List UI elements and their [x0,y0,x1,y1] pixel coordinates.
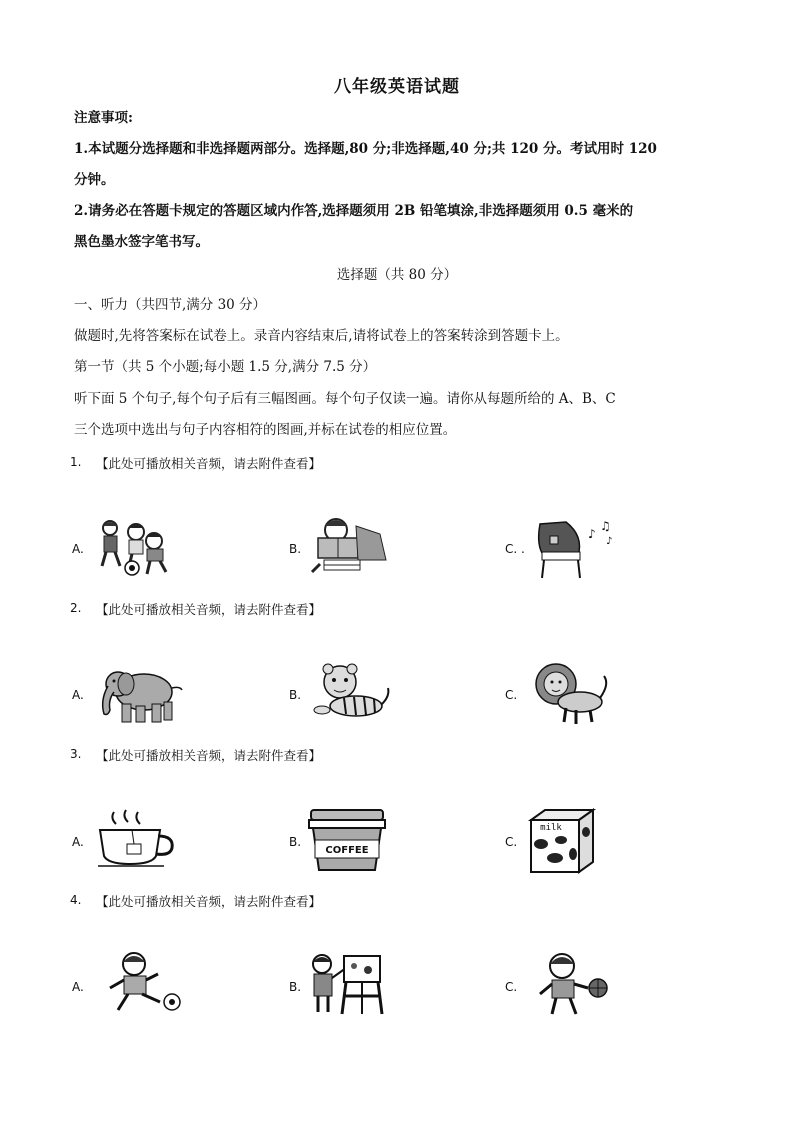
cup-of-tea-icon[interactable] [94,808,178,870]
question-3-audio-note[interactable]: 【此处可播放相关音频，请去附件查看】 [96,748,322,763]
part1-directions-line-1: 听下面 5 个句子,每个句子后有三幅图画。每个句子仅读一遍。请你从每题所给的 A、B、C [74,391,616,407]
piano-with-music-notes-icon[interactable] [526,516,618,580]
question-1-option-b-label[interactable]: B. [289,542,302,556]
question-4-option-c-label[interactable]: C. [505,980,518,994]
question-3-option-b-label[interactable]: B. [289,835,302,849]
question-4-option-b-label[interactable]: B. [289,980,302,994]
question-1-number: 1. [70,455,82,469]
part1-sub-heading: 第一节（共 5 个小题;每小题 1.5 分,满分 7.5 分） [74,359,377,375]
question-4-number: 4. [70,893,82,907]
page-title: 八年级英语试题 [334,77,460,97]
boy-playing-basketball-icon[interactable] [532,950,618,1020]
notice-item-2-line-2: 黑色墨水签字笔书写。 [74,234,209,250]
question-2-audio-note[interactable]: 【此处可播放相关音频，请去附件查看】 [96,602,322,617]
notice-heading: 注意事项: [74,110,133,126]
section-title: 选择题（共 80 分） [336,267,458,283]
elephant-icon[interactable] [96,660,186,726]
question-1-option-c-label[interactable]: C. . [505,542,525,556]
milk-carton-icon[interactable] [527,806,603,874]
question-4-option-a-label[interactable]: A. [72,980,84,994]
question-4-audio-note[interactable]: 【此处可播放相关音频，请去附件查看】 [96,894,322,909]
children-playing-football-icon[interactable] [92,518,188,578]
question-1-audio-note[interactable]: 【此处可播放相关音频，请去附件查看】 [96,456,322,471]
svg-text:♪: ♪ [606,536,613,547]
lion-icon[interactable] [528,660,612,726]
question-1-option-a-label[interactable]: A. [72,542,84,556]
boy-kicking-football-icon[interactable] [100,950,190,1020]
boy-painting-at-easel-icon[interactable] [306,950,392,1020]
milk-label: milk [540,823,562,833]
part1-directions-line-2: 三个选项中选出与句子内容相符的图画,并标在试卷的相应位置。 [74,422,457,438]
notice-item-1-line-2: 分钟。 [74,172,115,188]
part1-instruction: 做题时,先将答案标在试卷上。录音内容结束后,请将试卷上的答案转涂到答题卡上。 [74,328,569,344]
question-2-option-c-label[interactable]: C. [505,688,518,702]
tiger-icon[interactable] [310,660,394,722]
question-3-option-a-label[interactable]: A. [72,835,84,849]
notice-item-1-line-1: 1.本试题分选择题和非选择题两部分。选择题,80 分;非选择题,40 分;共 120 分。考试用时 120 [74,141,657,157]
question-3-option-c-label[interactable]: C. [505,835,518,849]
question-3-number: 3. [70,747,82,761]
svg-text:♫: ♫ [600,519,611,533]
part1-heading: 一、听力（共四节,满分 30 分） [74,297,267,313]
boy-reading-book-icon[interactable] [308,516,394,578]
question-2-option-b-label[interactable]: B. [289,688,302,702]
svg-text:♪: ♪ [588,527,596,541]
coffee-cup-icon[interactable] [305,806,389,872]
question-2-option-a-label[interactable]: A. [72,688,84,702]
question-2-number: 2. [70,601,82,615]
notice-item-2-line-1: 2.请务必在答题卡规定的答题区域内作答,选择题须用 2B 铅笔填涂,非选择题须用 0.5 毫米的 [74,203,634,219]
coffee-label: COFFEE [325,845,369,856]
